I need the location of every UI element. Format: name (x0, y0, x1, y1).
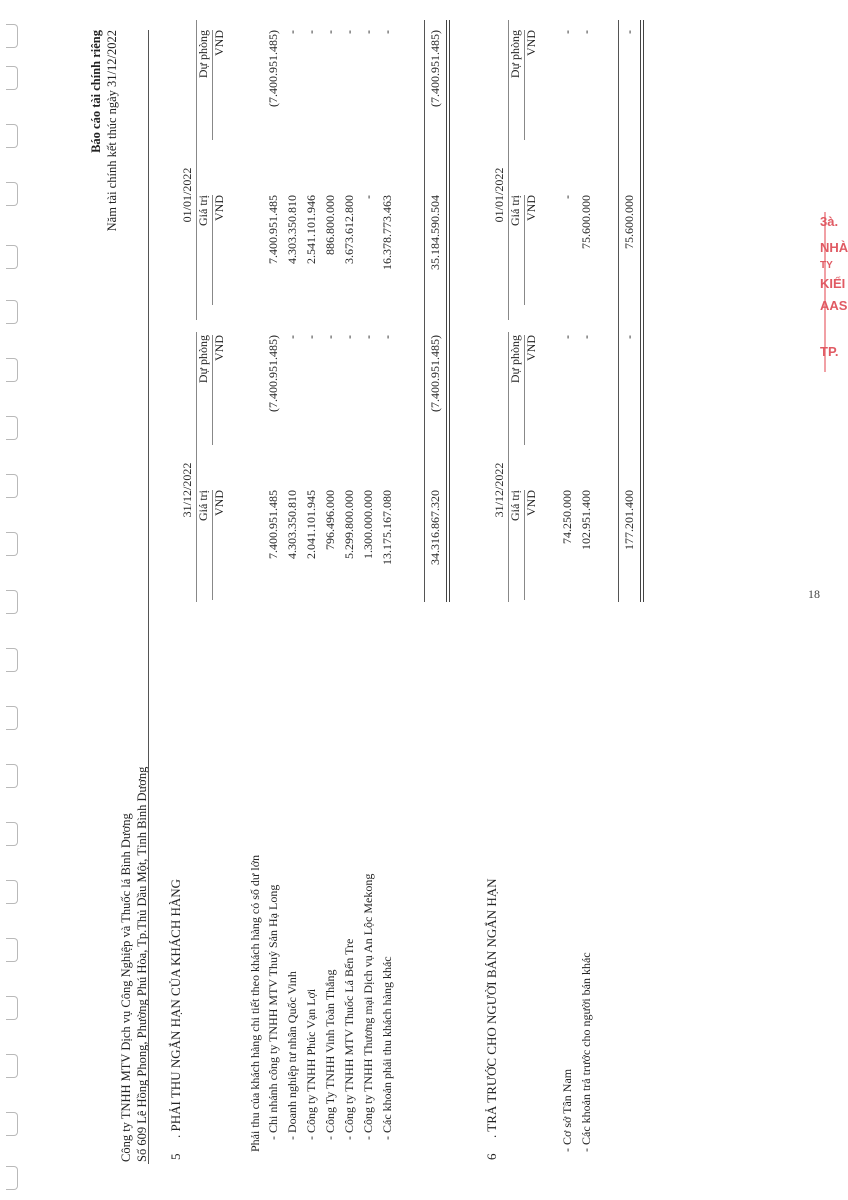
stamp-text: NHÀ (820, 240, 848, 255)
s6-unit-3: VND (524, 195, 538, 221)
section6-number: 6 (484, 1153, 499, 1160)
report-period: Năm tài chính kết thúc ngày 31/12/2022 (105, 30, 119, 232)
table-cell: 75.600.000 (579, 195, 593, 249)
table-cell: 16.378.773.463 (380, 195, 394, 270)
section6-period1: 31/12/2022 (492, 462, 506, 518)
table-cell: 74.250.000 (560, 490, 574, 544)
total-cell: - (622, 335, 636, 339)
total-top-rule (618, 20, 619, 602)
company-address: Số 609 Lê Hồng Phong, Phường Phú Hòa, Tp.Thủ Dầu Một, Tỉnh Bình Dương (135, 766, 149, 1162)
s6-col-prov-1: Dự phòng (508, 335, 522, 384)
s6-unit-2: VND (524, 335, 538, 361)
table-cell: - (560, 195, 574, 199)
table-cell: 5.299.800.000 (342, 490, 356, 559)
table-cell: 2.541.101.946 (304, 195, 318, 264)
stamp-text: 3à. (820, 214, 839, 229)
total-cell: 34.316.867.320 (428, 490, 442, 565)
table-cell: - (361, 195, 375, 199)
header-rule (148, 30, 149, 1164)
total-cell: (7.400.951.485) (428, 30, 442, 107)
total-cell: 35.184.590.504 (428, 195, 442, 270)
stamp-text: TP. (820, 344, 839, 359)
s6-unit-1: VND (524, 490, 538, 516)
table-cell: 2.041.101.945 (304, 490, 318, 559)
table-cell: - (361, 335, 375, 339)
s6-col-value-1: Giá trị (508, 490, 522, 521)
stamp-text: AAS (820, 298, 848, 313)
table-cell: - (560, 335, 574, 339)
table-cell: - (285, 30, 299, 34)
table-row-label: - Công Ty TNHH Vinh Toàn Thắng (323, 969, 337, 1140)
table-cell: 886.800.000 (323, 195, 337, 255)
section5-period2: 01/01/2022 (180, 167, 194, 223)
section6-title: . TRẢ TRƯỚC CHO NGƯỜI BÁN NGẮN HẠN (484, 878, 499, 1138)
total-cell: (7.400.951.485) (428, 335, 442, 412)
s5-unit-4: VND (212, 30, 226, 56)
table-row-label: - Các khoản trả trước cho người bán khác (579, 952, 593, 1152)
table-cell: 4.303.350.810 (285, 195, 299, 264)
company-name: Công ty TNHH MTV Dịch vụ Công Nghiệp và Thuốc lá Bình Dương (119, 813, 133, 1162)
table-cell: - (342, 335, 356, 339)
page-number: 18 (808, 587, 820, 601)
s6-col-value-2: Giá trị (508, 195, 522, 226)
table-cell: - (304, 335, 318, 339)
table-cell: - (323, 335, 337, 339)
s5-col-prov-1: Dự phòng (196, 335, 210, 384)
section5-period1: 31/12/2022 (180, 462, 194, 518)
table-cell: - (285, 335, 299, 339)
stamp-text: KIỂI (820, 276, 846, 291)
s5-unit-1: VND (212, 490, 226, 516)
section5-number: 5 (168, 1153, 183, 1160)
table-row-label: - Doanh nghiệp tư nhân Quốc Vinh (285, 971, 299, 1140)
table-row-label: - Các khoản phải thu khách hàng khác (380, 956, 394, 1140)
table-row-label: - Công ty TNHH Thương mại Dịch vụ An Lộc Mekong (361, 873, 375, 1140)
table-cell: - (323, 30, 337, 34)
total-double-rule (640, 20, 644, 602)
s6-unit-4: VND (524, 30, 538, 56)
total-cell: 75.600.000 (622, 195, 636, 249)
table-row-label: - Công ty TNHH MTV Thuốc Lá Bến Tre (342, 938, 356, 1140)
s5-col-prov-2: Dự phòng (196, 30, 210, 79)
table-cell: (7.400.951.485) (266, 30, 280, 107)
table-cell: - (342, 30, 356, 34)
table-cell: 7.400.951.485 (266, 195, 280, 264)
total-cell: - (622, 30, 636, 34)
report-title: Báo cáo tài chính riêng (89, 30, 103, 153)
table-cell: 1.300.000.000 (361, 490, 375, 559)
table-row-label: - Cơ sở Tân Nam (560, 1068, 574, 1152)
total-cell: 177.201.400 (622, 490, 636, 550)
section5-group-label: Phải thu của khách hàng chi tiết theo khách hàng có số dư lớn (248, 854, 262, 1152)
table-cell: 102.951.400 (579, 490, 593, 550)
total-top-rule (424, 20, 425, 602)
table-cell: 7.400.951.485 (266, 490, 280, 559)
table-cell: - (380, 335, 394, 339)
table-cell: - (361, 30, 375, 34)
table-row-label: - Công ty TNHH Phúc Vạn Lợi (304, 988, 318, 1140)
table-cell: 796.496.000 (323, 490, 337, 550)
table-cell: - (579, 30, 593, 34)
section6-period2: 01/01/2022 (492, 167, 506, 223)
table-cell: - (380, 30, 394, 34)
s5-unit-3: VND (212, 195, 226, 221)
section5-title: . PHẢI THU NGẮN HẠN CỦA KHÁCH HÀNG (168, 878, 183, 1138)
table-cell: 3.673.612.800 (342, 195, 356, 264)
s5-col-value-2: Giá trị (196, 195, 210, 226)
table-cell: 4.303.350.810 (285, 490, 299, 559)
table-cell: - (560, 30, 574, 34)
s6-col-prov-2: Dự phòng (508, 30, 522, 79)
stamp-text: TY (820, 260, 833, 271)
s5-col-value-1: Giá trị (196, 490, 210, 521)
table-cell: - (304, 30, 318, 34)
table-cell: - (579, 335, 593, 339)
total-double-rule (446, 20, 450, 602)
table-cell: (7.400.951.485) (266, 335, 280, 412)
s5-unit-2: VND (212, 335, 226, 361)
table-cell: 13.175.167.080 (380, 490, 394, 565)
table-row-label: - Chi nhánh công ty TNHH MTV Thuỷ Sản Hạ Long (266, 884, 280, 1140)
